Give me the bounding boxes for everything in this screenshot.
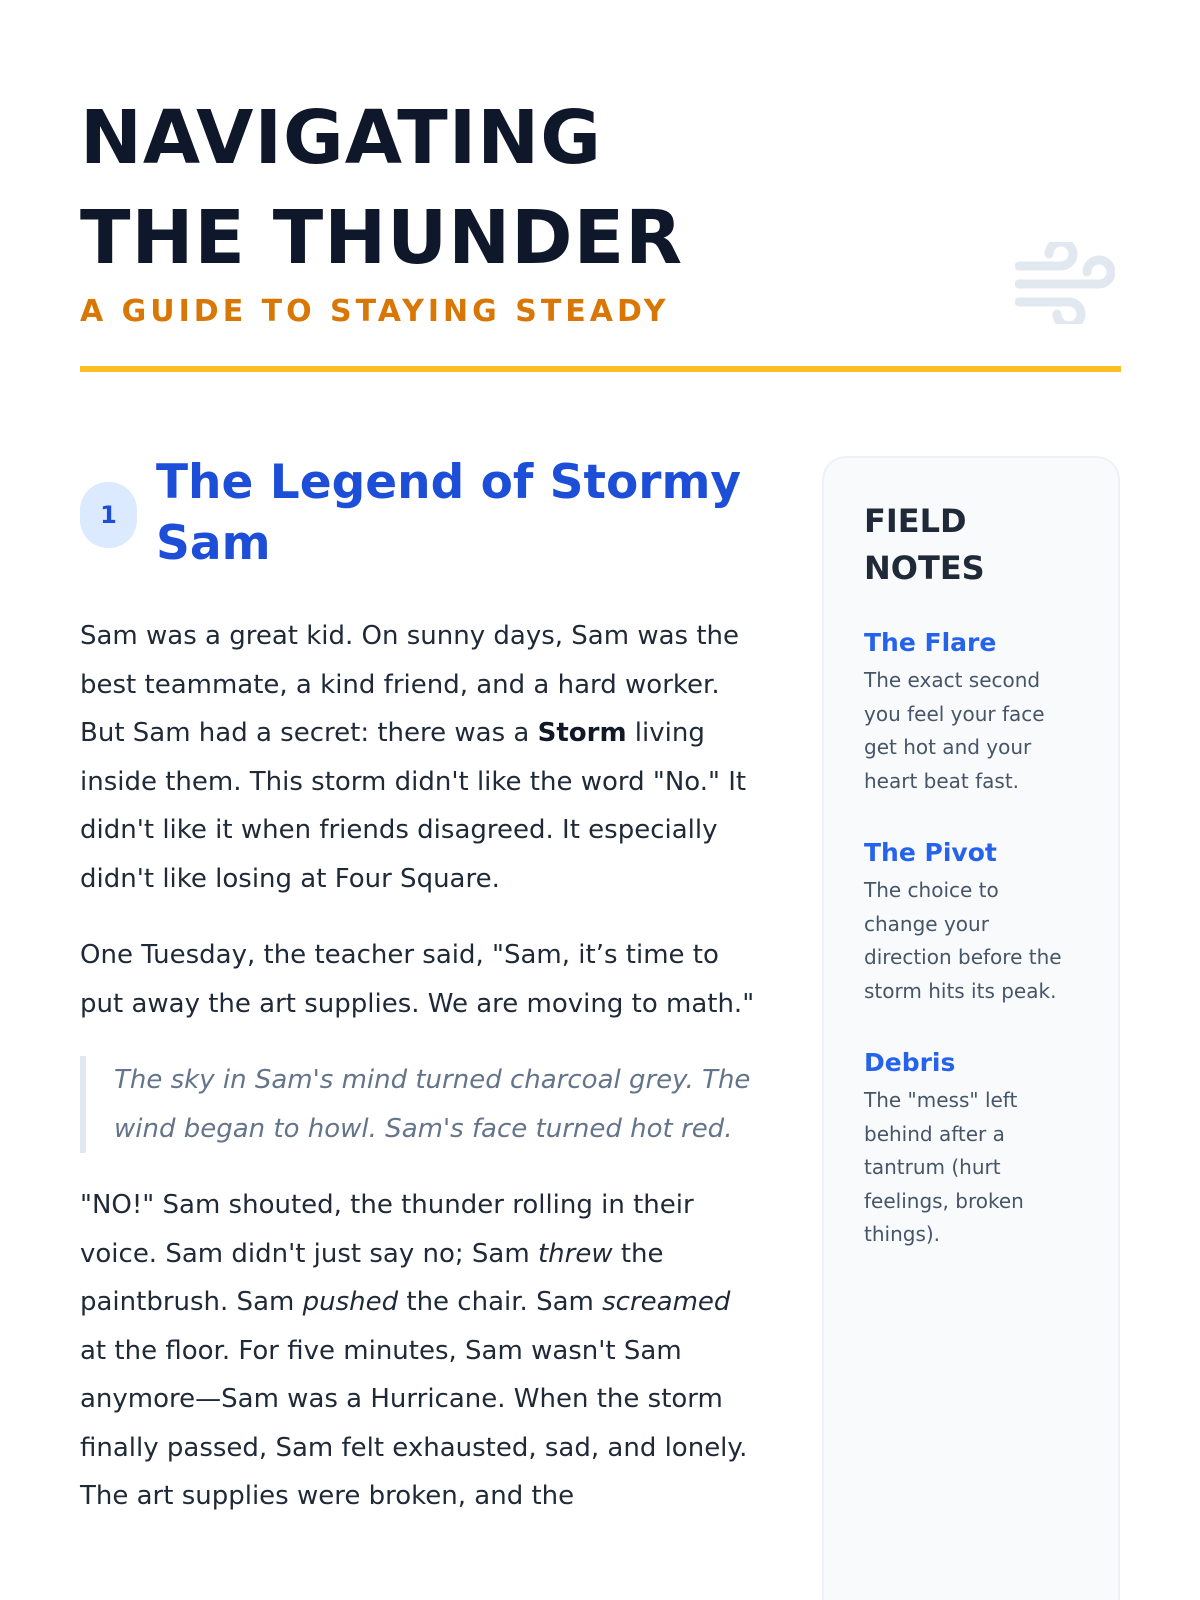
note-definition: The choice to change your direction before the storm hits its peak. [864, 878, 1062, 1003]
text-run: at the floor. For five minutes, Sam wasn't Sam anymore—Sam was a Hurricane. When the storm finally passed, Sam felt exhausted, sad, and lonely. The art supplies were broken, and the [80, 1335, 748, 1511]
note-definition: The "mess" left behind after a tantrum (hurt feelings, broken things). [864, 1088, 1024, 1246]
note-term: The Pivot [864, 838, 997, 867]
note-term: Debris [864, 1048, 956, 1077]
title-line-1: NAVIGATING [80, 95, 602, 181]
field-note [864, 836, 1078, 1008]
section-title: The Legend of Stormy Sam [156, 455, 742, 571]
story-paragraph [80, 1181, 760, 1521]
page-subtitle: A GUIDE TO STAYING STEADY [80, 294, 670, 329]
story-paragraph: One Tuesday, the teacher said, "Sam, it’s time to put away the art supplies. We are moving to math." [80, 940, 755, 1019]
text-run: the chair. Sam [398, 1287, 603, 1317]
field-note [864, 626, 1078, 798]
field-notes-sidebar [822, 456, 1120, 1600]
text-run: the paintbrush. Sam [80, 1238, 664, 1317]
note-term: The Flare [864, 628, 997, 657]
emphasis-pushed: pushed [302, 1287, 399, 1317]
story-body [80, 612, 760, 1549]
emphasis-threw: threw [537, 1238, 613, 1269]
header-divider [80, 366, 1121, 372]
text-run: Sam was a great kid. On sunny days, Sam was the best teammate, a kind friend, and a hard worker. But Sam had a secret: there was a [80, 621, 740, 748]
sidebar-heading: FIELD NOTES [864, 502, 985, 587]
section-number-badge: 1 [80, 482, 137, 548]
page-title [80, 88, 840, 288]
story-paragraph [80, 612, 760, 903]
title-line-2: THE THUNDER [80, 195, 684, 281]
text-run: "NO!" Sam shouted, the thunder rolling in their voice. Sam didn't just say no; Sam [80, 1190, 694, 1269]
wind-icon [1015, 242, 1115, 324]
text-run: living inside them. This storm didn't like the word "No." It didn't like it when friends disagreed. It especially didn't like losing at Four Square. [80, 718, 747, 894]
emphasis-screamed: screamed [602, 1287, 731, 1317]
note-definition: The exact second you feel your face get hot and your heart beat fast. [864, 668, 1045, 793]
emphasis-storm: Storm [537, 718, 627, 748]
story-quote: The sky in Sam's mind turned charcoal grey. The wind began to howl. Sam's face turned hot red. [80, 1056, 760, 1153]
field-note [864, 1046, 1078, 1252]
